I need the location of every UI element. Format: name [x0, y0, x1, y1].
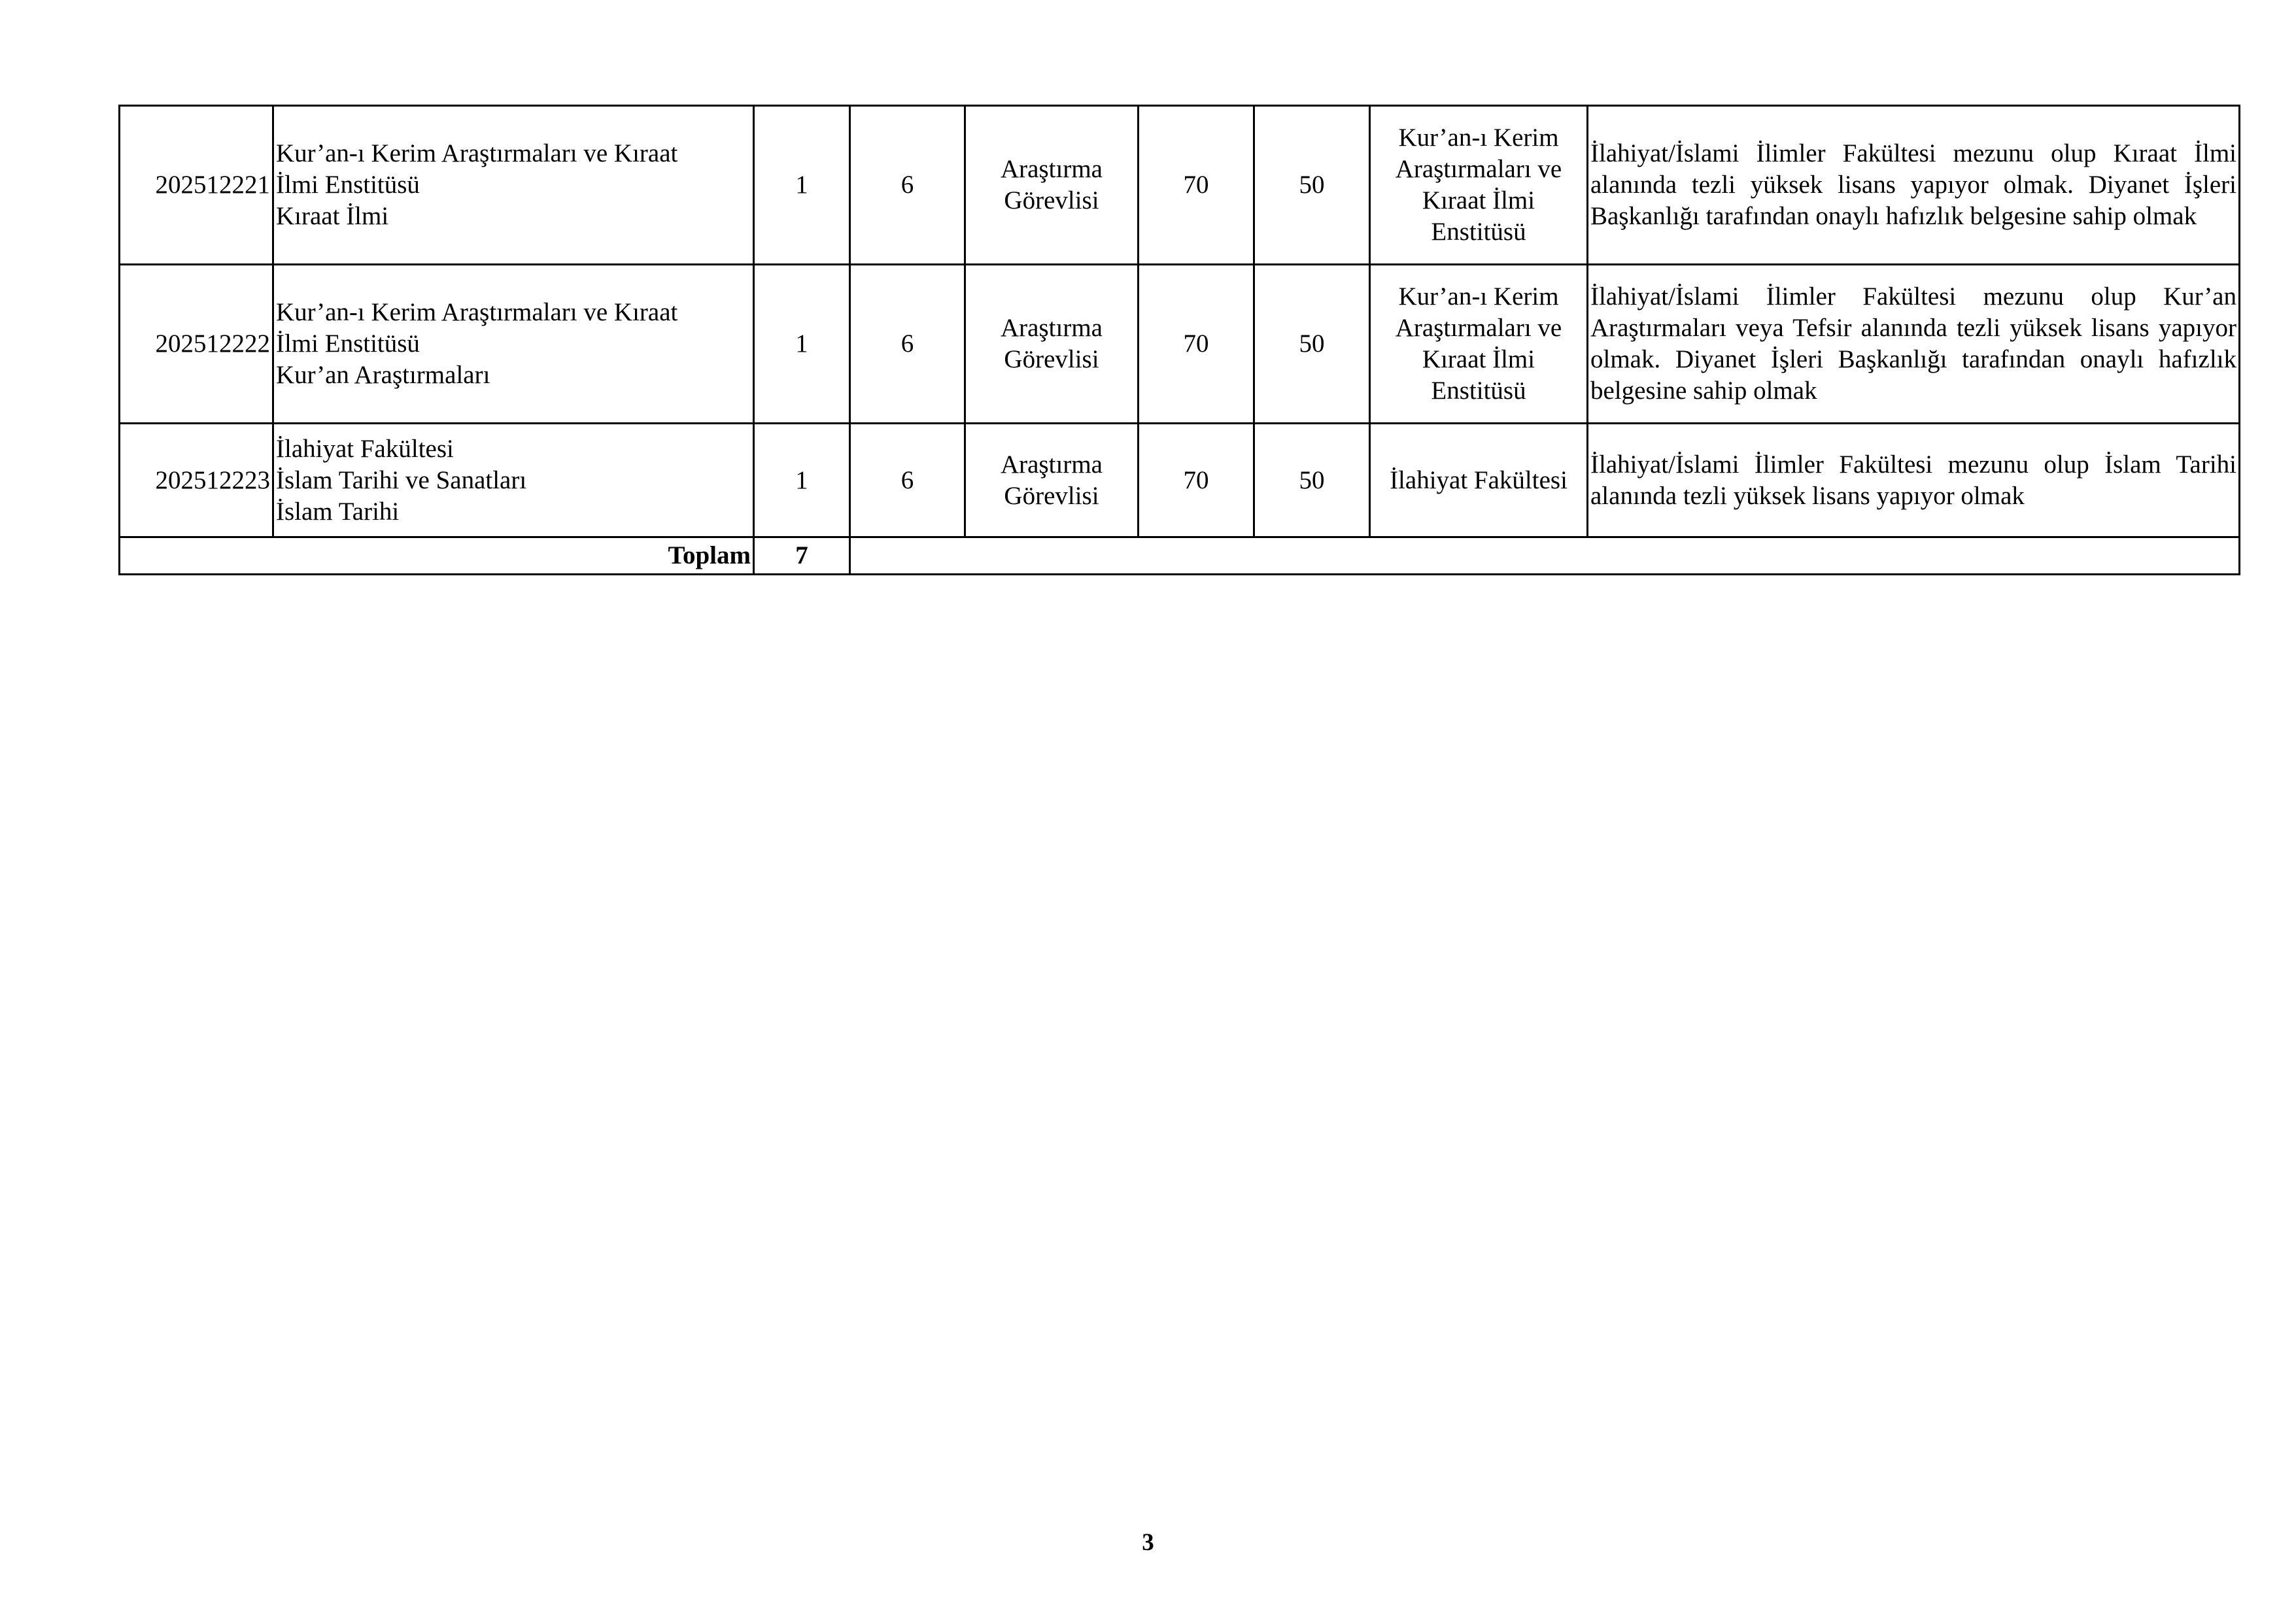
degree-cell: 6	[850, 424, 965, 537]
total-empty-cell	[850, 537, 2240, 575]
total-row	[120, 537, 2240, 575]
unit-line: İslam Tarihi	[276, 497, 400, 526]
place-line: Araştırmaları ve	[1395, 314, 1562, 342]
degree-cell: 6	[850, 106, 965, 265]
score-b-cell: 50	[1254, 106, 1370, 265]
unit-line: Kur’an-ı Kerim Araştırmaları ve Kıraat	[276, 298, 678, 326]
title-cell	[965, 424, 1139, 537]
unit-line: Kur’an Araştırmaları	[276, 361, 490, 389]
title-line: Araştırma	[1001, 314, 1103, 342]
table-row	[120, 424, 2240, 537]
total-value: 7	[754, 537, 850, 575]
place-line: İlahiyat Fakültesi	[1390, 465, 1568, 494]
place-cell	[1370, 424, 1588, 537]
condition-text: İlahiyat/İslami İlimler Fakültesi mezunu olup İslam Tarihi alanında tezli yüksek lisans yapıyor olmak	[1590, 450, 2236, 510]
score-b-cell: 50	[1254, 424, 1370, 537]
place-line: Kıraat İlmi	[1422, 345, 1535, 373]
unit-line: İlmi Enstitüsü	[276, 171, 420, 199]
score-b-cell: 50	[1254, 265, 1370, 424]
place-line: Enstitüsü	[1431, 377, 1526, 405]
place-cell	[1370, 265, 1588, 424]
score-a-cell: 70	[1139, 265, 1254, 424]
title-line: Görevlisi	[1004, 345, 1099, 373]
score-a-cell: 70	[1139, 424, 1254, 537]
position-code-cell: 202512222	[120, 265, 273, 424]
place-line: Kıraat İlmi	[1422, 186, 1535, 214]
place-line: Enstitüsü	[1431, 218, 1526, 246]
title-line: Görevlisi	[1004, 481, 1099, 510]
condition-cell	[1588, 265, 2240, 424]
unit-line: Kur’an-ı Kerim Araştırmaları ve Kıraat	[276, 139, 678, 167]
count-cell: 1	[754, 265, 850, 424]
score-a-cell: 70	[1139, 106, 1254, 265]
place-cell	[1370, 106, 1588, 265]
unit-line: Kıraat İlmi	[276, 202, 389, 230]
title-line: Görevlisi	[1004, 186, 1099, 214]
count-cell: 1	[754, 106, 850, 265]
place-line: Araştırmaları ve	[1395, 155, 1562, 183]
title-line: Araştırma	[1001, 155, 1103, 183]
table-body	[120, 106, 2240, 575]
position-code-cell: 202512221	[120, 106, 273, 265]
condition-cell	[1588, 106, 2240, 265]
unit-line: İlahiyat Fakültesi	[276, 434, 454, 463]
degree-cell: 6	[850, 265, 965, 424]
unit-cell	[273, 424, 754, 537]
unit-line: İlmi Enstitüsü	[276, 329, 420, 358]
title-line: Araştırma	[1001, 450, 1103, 479]
position-table	[118, 105, 2240, 575]
total-label: Toplam	[120, 537, 754, 575]
condition-text: İlahiyat/İslami İlimler Fakültesi mezunu olup Kıraat İlmi alanında tezli yüksek lisans yapıyor olmak. Diyanet İşleri Başkanlığı tarafından onaylı hafızlık belgesine sahip olmak	[1590, 139, 2236, 230]
title-cell	[965, 106, 1139, 265]
place-line: Kur’an-ı Kerim	[1398, 282, 1559, 311]
unit-cell	[273, 265, 754, 424]
table-row	[120, 106, 2240, 265]
unit-cell	[273, 106, 754, 265]
table-row	[120, 265, 2240, 424]
place-line: Kur’an-ı Kerim	[1398, 124, 1559, 152]
page-number: 3	[1142, 1529, 1154, 1556]
position-code-cell: 202512223	[120, 424, 273, 537]
unit-line: İslam Tarihi ve Sanatları	[276, 465, 527, 494]
title-cell	[965, 265, 1139, 424]
count-cell: 1	[754, 424, 850, 537]
condition-cell	[1588, 424, 2240, 537]
condition-text: İlahiyat/İslami İlimler Fakültesi mezunu olup Kur’an Araştırmaları veya Tefsir alanında tezli yüksek lisans yapıyor olmak. Diyanet İşleri Başkanlığı tarafından onaylı hafızlık belgesine sahip olmak	[1590, 282, 2236, 405]
